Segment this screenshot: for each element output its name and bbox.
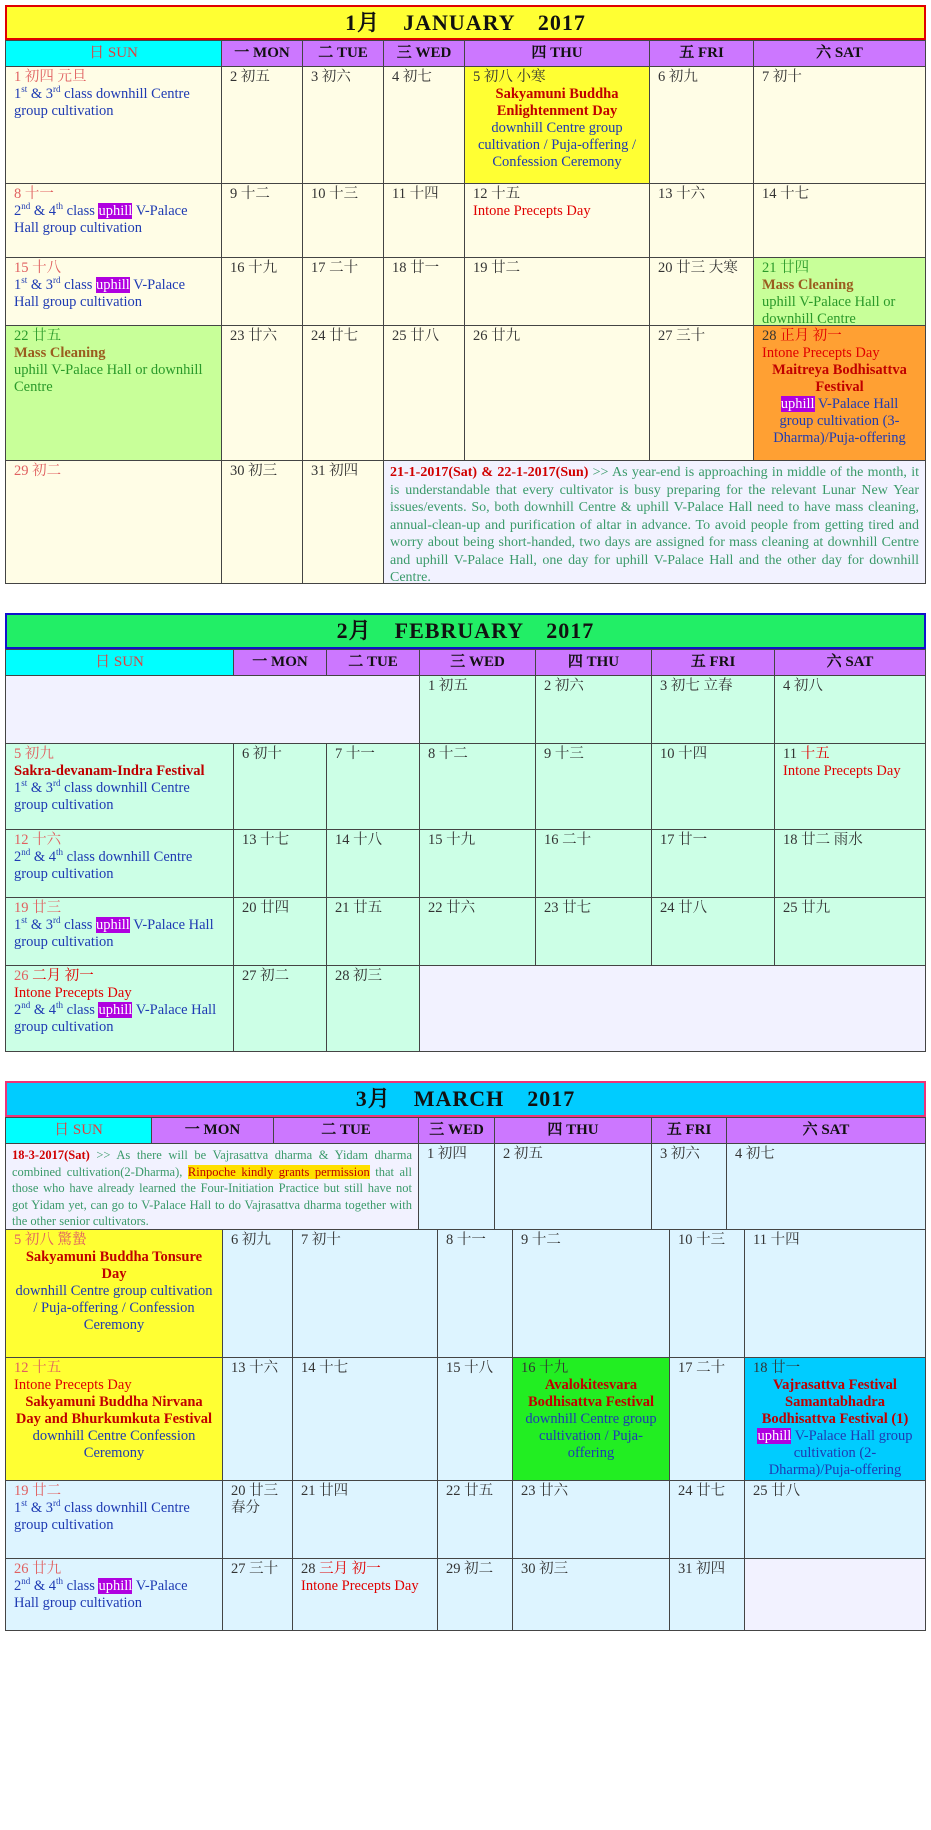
day-cell bbox=[5, 1230, 223, 1358]
day-number: 12 十五 bbox=[473, 186, 521, 202]
day-cell bbox=[650, 67, 754, 184]
day-cell bbox=[420, 830, 536, 898]
notice-highlight: Rinpoche kindly grants permission bbox=[187, 1164, 370, 1179]
day-cell bbox=[670, 1358, 745, 1481]
day-number: 15 十八 bbox=[446, 1360, 494, 1376]
day-number: 22 廿五 bbox=[446, 1483, 494, 1499]
day-number: 13 十七 bbox=[242, 832, 290, 848]
day-number: 1 初四 元旦 bbox=[14, 69, 87, 85]
day-number: 2 初五 bbox=[230, 69, 270, 85]
header-mon: 一 MON bbox=[234, 649, 327, 676]
day-cell bbox=[420, 898, 536, 966]
day-desc: 1st & 3rd class downhill Centre group cultivation bbox=[14, 84, 190, 119]
day-number: 8 十一 bbox=[14, 186, 54, 202]
event-title: Sakra-devanam-Indra Festival bbox=[14, 763, 205, 779]
day-number: 14 十七 bbox=[762, 186, 810, 202]
day-number: 6 初十 bbox=[242, 746, 282, 762]
day-cell bbox=[384, 326, 465, 461]
notice-date: 18-3-2017(Sat) bbox=[12, 1148, 90, 1162]
day-cell bbox=[293, 1559, 438, 1631]
day-cell bbox=[419, 1144, 495, 1230]
header-sat: 六 SAT bbox=[727, 1117, 926, 1144]
day-number: 20 廿四 bbox=[242, 900, 290, 916]
day-cell bbox=[495, 1144, 652, 1230]
day-number: 16 二十 bbox=[544, 832, 592, 848]
day-number: 14 十八 bbox=[335, 832, 383, 848]
event-desc: downhill Centre Confession Ceremony bbox=[32, 1428, 196, 1461]
event-desc: uphill V-Palace Hall or downhill Centre bbox=[762, 294, 896, 326]
day-cell bbox=[5, 1358, 223, 1481]
day-number: 23 廿六 bbox=[521, 1483, 569, 1499]
day-number: 23 廿七 bbox=[544, 900, 592, 916]
header-wed: 三 WED bbox=[420, 649, 536, 676]
day-cell bbox=[652, 744, 775, 830]
day-cell bbox=[650, 258, 754, 326]
day-number: 11 十四 bbox=[753, 1232, 800, 1248]
day-cell bbox=[513, 1358, 670, 1481]
day-number: 15 十八 bbox=[14, 260, 62, 276]
event-desc: uphill V-Palace Hall group cultivation (2-Dharma)/Puja-offering bbox=[757, 1428, 913, 1478]
day-number: 2 初六 bbox=[544, 678, 584, 694]
day-cell bbox=[438, 1230, 513, 1358]
day-cell bbox=[775, 676, 926, 744]
january-notice bbox=[384, 461, 926, 584]
day-cell bbox=[420, 676, 536, 744]
day-cell bbox=[384, 67, 465, 184]
day-cell bbox=[234, 898, 327, 966]
day-cell bbox=[650, 184, 754, 258]
header-fri: 五 FRI bbox=[652, 1117, 727, 1144]
day-cell bbox=[327, 830, 420, 898]
day-cell bbox=[745, 1358, 926, 1481]
day-cell bbox=[775, 744, 926, 830]
march-notice: 18-3-2017(Sat) >> As there will be Vajrasattva dharma & Yidam dharma combined cultivation(2-Dharma), Rinpoche kindly grants permission that all those who have already learned the Four-Initiation Practice but still have not got Yidam yet, can go to V-Palace Hall to do Vajrasattva dharma together with the other senior cultivators. bbox=[5, 1144, 419, 1230]
day-number: 5 初八 驚蟄 bbox=[14, 1232, 87, 1248]
day-number: 17 廿一 bbox=[660, 832, 708, 848]
day-cell bbox=[234, 830, 327, 898]
day-cell bbox=[384, 184, 465, 258]
header-wed: 三 WED bbox=[384, 40, 465, 67]
day-number: 25 廿八 bbox=[753, 1483, 801, 1499]
day-cell bbox=[745, 1481, 926, 1559]
day-cell bbox=[234, 966, 327, 1052]
day-desc: 2nd & 4th class uphill V-Palace Hall group cultivation bbox=[14, 1000, 217, 1035]
day-cell bbox=[465, 184, 650, 258]
day-cell bbox=[222, 461, 303, 584]
january-calendar bbox=[5, 5, 926, 590]
day-number: 21 廿五 bbox=[335, 900, 383, 916]
day-number: 28 正月 初一 bbox=[762, 328, 842, 344]
day-number: 27 三十 bbox=[658, 328, 706, 344]
day-cell bbox=[223, 1230, 293, 1358]
event-title: Sakyamuni Buddha Nirvana Day and Bhurkumkuta Festival bbox=[15, 1394, 213, 1427]
header-thu: 四 THU bbox=[536, 649, 652, 676]
day-cell bbox=[234, 744, 327, 830]
day-number: 21 廿四 bbox=[762, 260, 810, 276]
day-cell bbox=[5, 830, 234, 898]
event-title: Intone Precepts Day bbox=[783, 763, 901, 779]
day-number: 9 十二 bbox=[230, 186, 270, 202]
day-cell bbox=[465, 258, 650, 326]
day-cell bbox=[5, 461, 222, 584]
day-number: 16 十九 bbox=[521, 1360, 569, 1376]
event-title: Avalokitesvara Bodhisattva Festival bbox=[527, 1377, 655, 1410]
day-cell bbox=[303, 326, 384, 461]
day-number: 3 初七 立春 bbox=[660, 678, 733, 694]
day-number: 9 十二 bbox=[521, 1232, 561, 1248]
day-number: 31 初四 bbox=[311, 463, 359, 479]
header-sun: 日 SUN bbox=[5, 649, 234, 676]
day-number: 9 十三 bbox=[544, 746, 584, 762]
march-calendar bbox=[5, 1081, 926, 1641]
day-number: 4 初八 bbox=[783, 678, 823, 694]
day-number: 2 初五 bbox=[503, 1146, 543, 1162]
day-number: 4 初七 bbox=[735, 1146, 775, 1162]
notice-text: >> As year-end is approaching in middle of the month, it is understandable that every cultivator is busy preparing for the relevant Lunar New Year issues/events. So, both downhill Centre & uphill V-Palace Hall need to have mass cleaning, annual-clean-up and purification of altar in advance. To avoid people from getting tired and worry about being short-handed, two days are assigned for mass cleaning at downhill Centre and uphill V-Palace Hall, one day for uphill V-Palace Hall and the other day for downhill Centre. bbox=[390, 465, 920, 585]
event-title: Intone Precepts Day bbox=[473, 203, 591, 219]
empty-cell bbox=[745, 1559, 926, 1631]
day-cell bbox=[438, 1358, 513, 1481]
day-number: 20 廿三 bbox=[231, 1483, 279, 1499]
header-mon: 一 MON bbox=[152, 1117, 274, 1144]
day-cell bbox=[650, 326, 754, 461]
event-desc: uphill V-Palace Hall group cultivation (3-Dharma)/Puja-offering bbox=[773, 396, 906, 446]
day-number: 30 初三 bbox=[230, 463, 278, 479]
day-cell bbox=[670, 1559, 745, 1631]
day-number: 14 十七 bbox=[301, 1360, 349, 1376]
day-number: 3 初六 bbox=[660, 1146, 700, 1162]
march-title: 3月 MARCH 2017 bbox=[5, 1081, 926, 1117]
header-sun: 日 SUN bbox=[5, 1117, 152, 1144]
day-cell bbox=[775, 898, 926, 966]
header-mon: 一 MON bbox=[222, 40, 303, 67]
day-number: 23 廿六 bbox=[230, 328, 278, 344]
empty-cell bbox=[5, 676, 420, 744]
day-cell bbox=[536, 830, 652, 898]
day-number: 15 十九 bbox=[428, 832, 476, 848]
event-title: Sakyamuni Buddha Enlightenment Day bbox=[495, 86, 619, 119]
day-cell bbox=[293, 1358, 438, 1481]
day-number: 20 廿三 大寒 bbox=[658, 260, 738, 276]
header-thu: 四 THU bbox=[465, 40, 650, 67]
day-number: 21 廿四 bbox=[301, 1483, 349, 1499]
day-number: 22 廿五 bbox=[14, 328, 62, 344]
day-cell bbox=[420, 744, 536, 830]
header-wed: 三 WED bbox=[419, 1117, 495, 1144]
day-number: 24 廿七 bbox=[311, 328, 359, 344]
header-tue: 二 TUE bbox=[274, 1117, 419, 1144]
day-cell bbox=[327, 966, 420, 1052]
day-number: 17 二十 bbox=[678, 1360, 726, 1376]
day-cell bbox=[652, 898, 775, 966]
day-cell bbox=[536, 744, 652, 830]
event-desc: downhill Centre group cultivation / Puja-offering / Confession Ceremony bbox=[15, 1283, 213, 1333]
january-title: 1月 JANUARY 2017 bbox=[5, 5, 926, 40]
event-title: Mass Cleaning bbox=[14, 345, 106, 361]
day-number: 1 初四 bbox=[427, 1146, 467, 1162]
day-number: 18 廿一 bbox=[753, 1360, 801, 1376]
day-cell bbox=[5, 1481, 223, 1559]
day-number: 5 初八 小寒 bbox=[473, 69, 546, 85]
day-number: 25 廿八 bbox=[392, 328, 440, 344]
day-number: 8 十二 bbox=[428, 746, 468, 762]
day-number: 30 初三 bbox=[521, 1561, 569, 1577]
day-cell bbox=[327, 898, 420, 966]
day-cell bbox=[670, 1481, 745, 1559]
header-fri: 五 FRI bbox=[650, 40, 754, 67]
day-number: 11 十四 bbox=[392, 186, 439, 202]
solar-term: 春分 bbox=[231, 1500, 260, 1516]
day-desc: 1st & 3rd class uphill V-Palace Hall group cultivation bbox=[14, 275, 186, 310]
event-desc: downhill Centre group cultivation / Puja-offering / Confession Ceremony bbox=[478, 120, 636, 170]
day-cell bbox=[5, 326, 222, 461]
day-number: 6 初九 bbox=[658, 69, 698, 85]
day-number: 10 十三 bbox=[311, 186, 359, 202]
event-title: Maitreya Bodhisattva Festival bbox=[772, 362, 907, 395]
day-number: 11 十五 bbox=[783, 746, 830, 762]
day-cell bbox=[754, 67, 926, 184]
day-number: 7 初十 bbox=[301, 1232, 341, 1248]
day-number: 6 初九 bbox=[231, 1232, 271, 1248]
day-cell bbox=[222, 184, 303, 258]
event-intone: Intone Precepts Day bbox=[14, 1377, 132, 1393]
day-cell bbox=[223, 1358, 293, 1481]
day-cell bbox=[384, 258, 465, 326]
february-title: 2月 FEBRUARY 2017 bbox=[5, 613, 926, 649]
day-cell bbox=[222, 67, 303, 184]
day-cell bbox=[754, 258, 926, 326]
day-cell bbox=[5, 744, 234, 830]
day-number: 24 廿八 bbox=[660, 900, 708, 916]
notice-date: 21-1-2017(Sat) & 22-1-2017(Sun) bbox=[390, 465, 589, 480]
day-cell bbox=[293, 1230, 438, 1358]
day-number: 24 廿七 bbox=[678, 1483, 726, 1499]
day-number: 26 二月 初一 bbox=[14, 968, 94, 984]
day-desc: 1st & 3rd class downhill Centre group cultivation bbox=[14, 778, 190, 813]
event-desc: uphill V-Palace Hall or downhill Centre bbox=[14, 362, 203, 395]
day-number: 13 十六 bbox=[231, 1360, 279, 1376]
day-cell bbox=[5, 898, 234, 966]
day-cell bbox=[775, 830, 926, 898]
day-number: 26 廿九 bbox=[14, 1561, 62, 1577]
day-number: 22 廿六 bbox=[428, 900, 476, 916]
event-desc: downhill Centre group cultivation / Puja-offering bbox=[525, 1411, 657, 1461]
day-cell bbox=[5, 966, 234, 1052]
day-number: 25 廿九 bbox=[783, 900, 831, 916]
day-number: 8 十一 bbox=[446, 1232, 486, 1248]
header-sat: 六 SAT bbox=[775, 649, 926, 676]
day-cell bbox=[536, 898, 652, 966]
february-calendar bbox=[5, 613, 926, 1043]
day-cell bbox=[754, 326, 926, 461]
day-cell bbox=[5, 67, 222, 184]
day-cell bbox=[652, 1144, 727, 1230]
day-number: 4 初七 bbox=[392, 69, 432, 85]
day-cell bbox=[303, 67, 384, 184]
day-number: 1 初五 bbox=[428, 678, 468, 694]
day-cell bbox=[293, 1481, 438, 1559]
day-cell bbox=[754, 184, 926, 258]
day-number: 16 十九 bbox=[230, 260, 278, 276]
day-number: 18 廿二 雨水 bbox=[783, 832, 863, 848]
day-cell bbox=[5, 184, 222, 258]
day-number: 12 十六 bbox=[14, 832, 62, 848]
day-cell bbox=[223, 1559, 293, 1631]
event-intone: Intone Precepts Day bbox=[762, 345, 880, 361]
day-cell bbox=[222, 258, 303, 326]
day-number: 17 二十 bbox=[311, 260, 359, 276]
header-thu: 四 THU bbox=[495, 1117, 652, 1144]
event-title: Intone Precepts Day bbox=[301, 1578, 419, 1594]
header-tue: 二 TUE bbox=[327, 649, 420, 676]
day-cell bbox=[727, 1144, 926, 1230]
day-cell bbox=[303, 184, 384, 258]
day-number: 19 廿三 bbox=[14, 900, 62, 916]
day-cell bbox=[745, 1230, 926, 1358]
day-cell bbox=[5, 1559, 223, 1631]
day-number: 29 初二 bbox=[446, 1561, 494, 1577]
day-number: 18 廿一 bbox=[392, 260, 440, 276]
day-desc: 1st & 3rd class downhill Centre group cultivation bbox=[14, 1498, 190, 1533]
day-number: 3 初六 bbox=[311, 69, 351, 85]
empty-cell bbox=[420, 966, 926, 1052]
day-number: 26 廿九 bbox=[473, 328, 521, 344]
day-cell bbox=[303, 461, 384, 584]
header-fri: 五 FRI bbox=[652, 649, 775, 676]
event-title: Mass Cleaning bbox=[762, 277, 854, 293]
event-title: Intone Precepts Day bbox=[14, 985, 132, 1001]
day-number: 27 初二 bbox=[242, 968, 290, 984]
day-number: 13 十六 bbox=[658, 186, 706, 202]
day-number: 27 三十 bbox=[231, 1561, 279, 1577]
day-cell bbox=[327, 744, 420, 830]
day-number: 7 初十 bbox=[762, 69, 802, 85]
day-number: 19 廿二 bbox=[473, 260, 521, 276]
day-number: 29 初二 bbox=[14, 463, 62, 479]
day-cell bbox=[652, 676, 775, 744]
day-desc: 2nd & 4th class downhill Centre group cultivation bbox=[14, 847, 193, 882]
day-cell bbox=[465, 326, 650, 461]
day-cell bbox=[223, 1481, 293, 1559]
day-number: 28 三月 初一 bbox=[301, 1561, 381, 1577]
day-cell bbox=[222, 326, 303, 461]
event-title: Sakyamuni Buddha Tonsure Day bbox=[25, 1249, 203, 1282]
day-desc: 2nd & 4th class uphill V-Palace Hall group cultivation bbox=[14, 201, 188, 236]
day-number: 19 廿二 bbox=[14, 1483, 62, 1499]
day-number: 7 十一 bbox=[335, 746, 375, 762]
day-cell bbox=[303, 258, 384, 326]
day-desc: 1st & 3rd class uphill V-Palace Hall group cultivation bbox=[14, 915, 214, 950]
day-number: 5 初九 bbox=[14, 746, 54, 762]
day-cell bbox=[513, 1559, 670, 1631]
day-cell bbox=[5, 258, 222, 326]
day-number: 10 十四 bbox=[660, 746, 708, 762]
day-number: 31 初四 bbox=[678, 1561, 726, 1577]
header-sat: 六 SAT bbox=[754, 40, 926, 67]
day-cell bbox=[465, 67, 650, 184]
day-number: 10 十三 bbox=[678, 1232, 726, 1248]
event-title: Vajrasattva Festival Samantabhadra Bodhisattva Festival (1) bbox=[761, 1377, 909, 1427]
day-number: 12 十五 bbox=[14, 1360, 62, 1376]
day-desc: 2nd & 4th class uphill V-Palace Hall group cultivation bbox=[14, 1576, 188, 1611]
header-tue: 二 TUE bbox=[303, 40, 384, 67]
day-cell bbox=[438, 1559, 513, 1631]
header-sun: 日 SUN bbox=[5, 40, 222, 67]
day-cell bbox=[652, 830, 775, 898]
day-number: 28 初三 bbox=[335, 968, 383, 984]
day-cell bbox=[513, 1230, 670, 1358]
day-cell bbox=[536, 676, 652, 744]
day-cell bbox=[513, 1481, 670, 1559]
day-cell bbox=[438, 1481, 513, 1559]
day-cell bbox=[670, 1230, 745, 1358]
